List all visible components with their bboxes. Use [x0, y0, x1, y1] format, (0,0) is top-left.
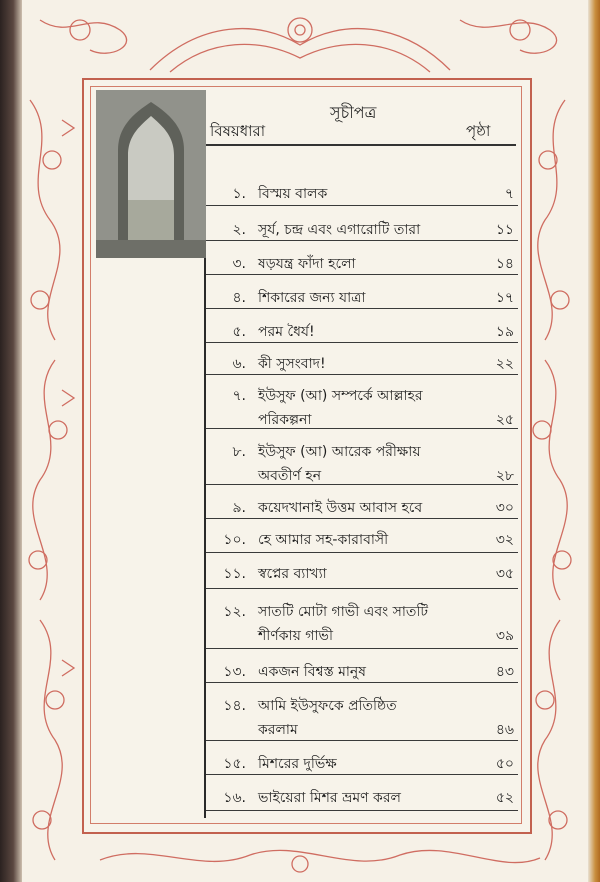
toc-row-number: ১৫. — [223, 756, 246, 772]
toc-row-title-line: কী সুসংবাদ! — [258, 356, 326, 372]
toc-row-title-line: স্বপ্নের ব্যাখ্যা — [258, 566, 327, 582]
toc-row-title — [258, 182, 473, 206]
toc-row-rule — [206, 518, 518, 519]
toc-row-page: ৩৫ — [495, 566, 514, 582]
toc-row-rule — [206, 740, 518, 741]
toc-row-title-line: সূর্য, চন্দ্র এবং এগারোটি তারা — [258, 222, 421, 238]
header-rule — [206, 144, 516, 146]
toc-row-title — [258, 440, 473, 488]
toc-row-title — [258, 352, 473, 376]
toc-row-rule — [206, 484, 518, 485]
toc-row-title-line: অবতীর্ণ হন — [258, 468, 322, 484]
toc-row-title-line: একজন বিশ্বস্ত মানুষ — [258, 664, 366, 680]
toc-row-rule — [206, 810, 518, 811]
toc-row-number: ৩. — [232, 256, 246, 272]
toc-row-rule — [206, 205, 518, 206]
toc-row-rule — [206, 774, 518, 775]
toc-row-rule — [206, 682, 518, 683]
toc-row-title-line: সাতটি মোটা গাভী এবং সাতটি — [258, 604, 429, 620]
toc-row-title-line: ইউসুফ (আ) আরেক পরীক্ষায় — [258, 444, 421, 460]
toc-row-page: ২২ — [495, 356, 514, 372]
toc-row-number: ১৪. — [223, 698, 246, 714]
toc-row-page: ১৯ — [495, 324, 514, 340]
toc-row-title-line: হে আমার সহ-কারাবাসী — [258, 532, 389, 548]
toc-row-title-line: কয়েদখানাই উত্তম আবাস হবে — [258, 500, 423, 516]
toc-row-page: ৩৯ — [495, 628, 514, 644]
toc-row-page: ১৪ — [495, 256, 514, 272]
toc-row-page: ৪৩ — [495, 664, 514, 680]
toc-row-rule — [206, 240, 518, 241]
toc-row-number: ৮. — [232, 444, 246, 460]
toc-row-title — [258, 562, 473, 586]
toc-row-title — [258, 660, 473, 684]
toc-row-number: ৫. — [232, 324, 246, 340]
toc-row-page: ১১ — [495, 222, 514, 238]
toc-row-rule — [206, 428, 518, 429]
toc-row-rule — [206, 552, 518, 553]
subject-column-label: বিষয়ধারা — [210, 122, 266, 140]
toc-row-page: ২৫ — [495, 412, 514, 428]
toc-row-number: ৭. — [232, 388, 246, 404]
toc-row-page: ৫০ — [495, 756, 514, 772]
toc-row-title-line: ইউসুফ (আ) সম্পর্কে আল্লাহর — [258, 388, 423, 404]
toc-row-title — [258, 752, 473, 776]
toc-row-title — [258, 218, 473, 242]
toc-row-rule — [206, 648, 518, 649]
toc-row-title — [258, 320, 473, 344]
toc-row-title-line: পরম ধৈর্য! — [258, 324, 315, 340]
toc-row-title-line: ভাইয়েরা মিশর ভ্রমণ করল — [258, 790, 401, 806]
toc-row-title — [258, 252, 473, 276]
toc-row-number: ১০. — [223, 532, 246, 548]
toc-row-page: ৩২ — [495, 532, 514, 548]
toc-row-rule — [206, 274, 518, 275]
toc-row-title-line: শিকারের জন্য যাত্রা — [258, 290, 366, 306]
toc-row-title — [258, 528, 473, 552]
toc-row-page: ৪৬ — [495, 722, 514, 738]
toc-row-title-line: শীর্ণকায় গাভী — [258, 628, 333, 644]
toc-row-number: ৬. — [232, 356, 246, 372]
toc-row-title — [258, 384, 473, 432]
archway-photo — [96, 90, 206, 258]
toc-row-rule — [206, 308, 518, 309]
toc-row-rule — [206, 374, 518, 375]
toc-row-title — [258, 786, 473, 810]
toc-row-number: ১২. — [223, 604, 246, 620]
toc-row-title-line: পরিকল্পনা — [258, 412, 312, 428]
toc-row-title-line: মিশরের দুর্ভিক্ষ — [258, 756, 337, 772]
toc-row-number: ১. — [232, 186, 246, 202]
toc-row-page: ৫২ — [495, 790, 514, 806]
toc-row-title — [258, 600, 473, 648]
toc-row-title-line: করলাম — [258, 722, 298, 738]
toc-row-number: ১৩. — [223, 664, 246, 680]
toc-row-number: ১৬. — [223, 790, 246, 806]
toc-row-title-line: বিস্ময় বালক — [258, 186, 328, 202]
toc-row-title — [258, 694, 473, 742]
toc-row-rule — [206, 588, 518, 589]
toc-row-number: ৯. — [232, 500, 246, 516]
toc-row-page: ২৮ — [495, 468, 514, 484]
toc-row-page: ৩০ — [495, 500, 514, 516]
toc-row-title-line: ষড়যন্ত্র ফাঁদা হলো — [258, 256, 356, 272]
toc-row-rule — [206, 342, 518, 343]
toc-row-title — [258, 286, 473, 310]
toc-heading: সূচীপত্র — [330, 103, 377, 122]
toc-row-number: ২. — [232, 222, 246, 238]
toc-row-number: ৪. — [232, 290, 246, 306]
toc-row-title — [258, 496, 473, 520]
toc-row-number: ১১. — [223, 566, 246, 582]
toc-row-page: ৭ — [504, 186, 514, 202]
toc-row-title-line: আমি ইউসুফকে প্রতিষ্ঠিত — [258, 698, 397, 714]
archway-illustration — [96, 90, 206, 258]
toc-row-page: ১৭ — [495, 290, 514, 306]
page-column-label: পৃষ্ঠা — [466, 122, 491, 140]
